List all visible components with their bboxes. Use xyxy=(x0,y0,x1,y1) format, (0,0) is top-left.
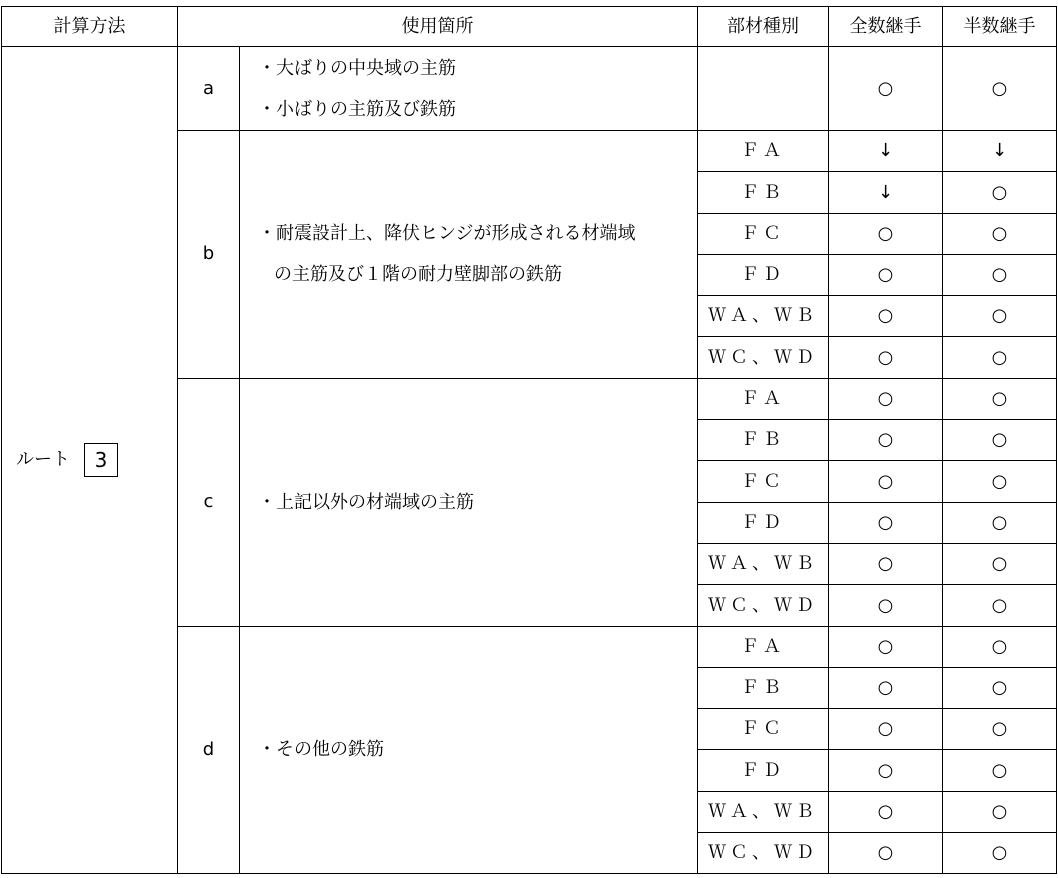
half-joint-mark: ○ xyxy=(943,750,1057,791)
header-member-type: 部材種別 xyxy=(698,7,829,47)
location-text: の主筋及び１階の耐力壁脚部の鉄筋 xyxy=(274,264,562,286)
location-cell-a xyxy=(240,47,698,131)
member-cell: ＦＢ xyxy=(698,172,829,213)
full-joint-mark: ○ xyxy=(829,543,943,584)
group-label-c: c xyxy=(178,378,240,626)
full-joint-mark: ○ xyxy=(829,420,943,461)
half-joint-mark: ○ xyxy=(943,626,1057,667)
full-joint-mark: ○ xyxy=(829,47,943,131)
header-full-joint: 全数継手 xyxy=(829,7,943,47)
location-cell-b xyxy=(240,131,698,379)
half-joint-mark: ○ xyxy=(943,461,1057,502)
full-joint-mark: ○ xyxy=(829,337,943,378)
location-text: ・上記以外の材端域の主筋 xyxy=(258,491,474,513)
full-joint-mark: ○ xyxy=(829,709,943,750)
member-cell: ＦＡ xyxy=(698,626,829,667)
member-cell xyxy=(698,47,829,131)
location-cell-d xyxy=(240,626,698,874)
full-joint-mark: ○ xyxy=(829,461,943,502)
member-cell: ＦＡ xyxy=(698,378,829,419)
splice-table xyxy=(1,6,1057,874)
member-cell: ＦＢ xyxy=(698,420,829,461)
half-joint-mark: ○ xyxy=(943,791,1057,832)
half-joint-mark: ○ xyxy=(943,420,1057,461)
location-text: ・小ばりの主筋及び鉄筋 xyxy=(258,98,456,120)
table-header-row xyxy=(2,7,1057,47)
member-cell: ＷＣ、ＷＤ xyxy=(698,833,829,874)
full-joint-mark: ○ xyxy=(829,585,943,626)
full-joint-mark: ↓ xyxy=(829,131,943,172)
location-cell-c xyxy=(240,378,698,626)
header-half-joint: 半数継手 xyxy=(943,7,1057,47)
half-joint-mark: ○ xyxy=(943,213,1057,254)
route-number-box: 3 xyxy=(84,443,118,477)
route-label: ルート xyxy=(16,449,70,471)
full-joint-mark: ↓ xyxy=(829,172,943,213)
half-joint-mark: ↓ xyxy=(943,131,1057,172)
full-joint-mark: ○ xyxy=(829,296,943,337)
full-joint-mark: ○ xyxy=(829,791,943,832)
half-joint-mark: ○ xyxy=(943,833,1057,874)
full-joint-mark: ○ xyxy=(829,626,943,667)
half-joint-mark: ○ xyxy=(943,378,1057,419)
member-cell: ＷＡ、ＷＢ xyxy=(698,296,829,337)
location-text: ・耐震設計上、降伏ヒンジが形成される材端域 xyxy=(258,223,636,245)
full-joint-mark: ○ xyxy=(829,833,943,874)
member-cell: ＷＡ、ＷＢ xyxy=(698,543,829,584)
group-label-d: d xyxy=(178,626,240,874)
full-joint-mark: ○ xyxy=(829,213,943,254)
full-joint-mark: ○ xyxy=(829,254,943,295)
header-method: 計算方法 xyxy=(2,7,178,47)
half-joint-mark: ○ xyxy=(943,254,1057,295)
member-cell: ＦＣ xyxy=(698,709,829,750)
half-joint-mark: ○ xyxy=(943,709,1057,750)
half-joint-mark: ○ xyxy=(943,585,1057,626)
header-location: 使用箇所 xyxy=(178,7,698,47)
half-joint-mark: ○ xyxy=(943,47,1057,131)
half-joint-mark: ○ xyxy=(943,296,1057,337)
location-text: ・大ばりの中央域の主筋 xyxy=(258,57,456,79)
half-joint-mark: ○ xyxy=(943,502,1057,543)
member-cell: ＦＣ xyxy=(698,213,829,254)
half-joint-mark: ○ xyxy=(943,172,1057,213)
route-cell xyxy=(2,47,178,874)
group-label-a: a xyxy=(178,47,240,131)
full-joint-mark: ○ xyxy=(829,378,943,419)
member-cell: ＦＤ xyxy=(698,750,829,791)
location-text: ・その他の鉄筋 xyxy=(258,739,384,761)
member-cell: ＷＣ、ＷＤ xyxy=(698,337,829,378)
full-joint-mark: ○ xyxy=(829,750,943,791)
half-joint-mark: ○ xyxy=(943,543,1057,584)
table-row xyxy=(2,47,1057,131)
full-joint-mark: ○ xyxy=(829,502,943,543)
member-cell: ＦＢ xyxy=(698,667,829,708)
half-joint-mark: ○ xyxy=(943,337,1057,378)
member-cell: ＦＣ xyxy=(698,461,829,502)
member-cell: ＷＡ、ＷＢ xyxy=(698,791,829,832)
half-joint-mark: ○ xyxy=(943,667,1057,708)
full-joint-mark: ○ xyxy=(829,667,943,708)
member-cell: ＦＡ xyxy=(698,131,829,172)
group-label-b: b xyxy=(178,131,240,379)
member-cell: ＦＤ xyxy=(698,502,829,543)
member-cell: ＦＤ xyxy=(698,254,829,295)
member-cell: ＷＣ、ＷＤ xyxy=(698,585,829,626)
